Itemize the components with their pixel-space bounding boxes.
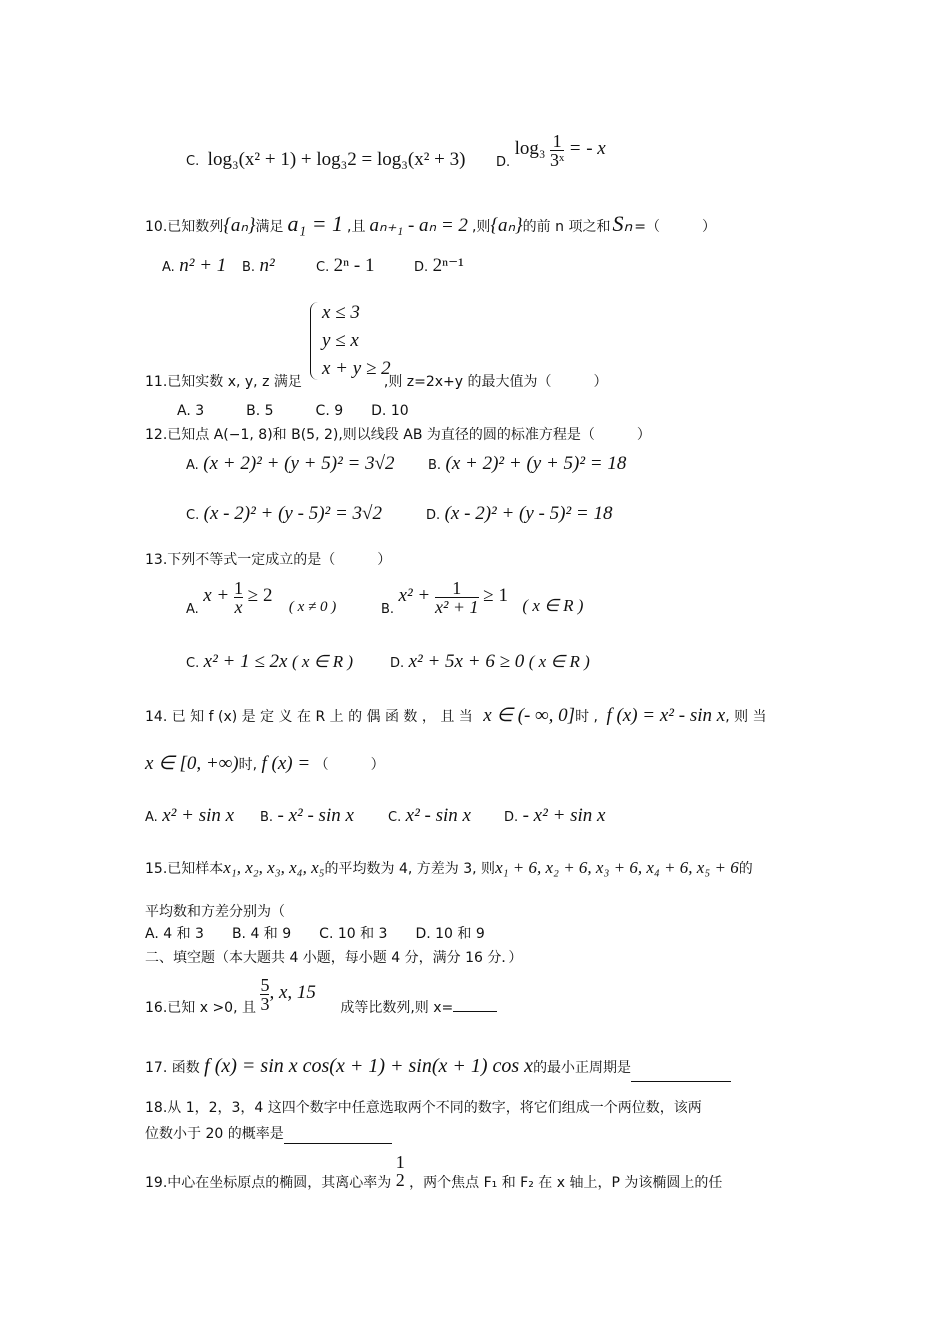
question-16 bbox=[145, 970, 497, 1031]
question-text: 成等比数列,则 x= bbox=[340, 1000, 454, 1016]
question-text: 10.已知数列 bbox=[145, 219, 224, 235]
question-text: 14. 已 知 f (x) 是 定 义 在 R 上 的 偶 函 数 ， 且 当 bbox=[145, 709, 473, 725]
numerator: 1 bbox=[452, 577, 462, 598]
answer-blank[interactable] bbox=[284, 1127, 392, 1144]
math-expression: Sₙ bbox=[612, 211, 633, 236]
q14-options bbox=[145, 806, 624, 828]
option-label: D. bbox=[390, 656, 405, 671]
math-expression: a₁ = 1 bbox=[287, 211, 344, 236]
option-label: C. bbox=[186, 154, 200, 169]
answer-blank[interactable] bbox=[631, 1065, 731, 1082]
math-expression: (x + 2)² + (y + 5)² = 3√2 bbox=[203, 453, 395, 474]
math-expression: - x² + sin x bbox=[522, 805, 606, 826]
option-label: D. bbox=[414, 260, 429, 275]
q9-option-c bbox=[186, 150, 465, 172]
fraction bbox=[234, 579, 243, 616]
question-text: 位数小于 20 的概率是 bbox=[145, 1126, 284, 1142]
question-14-line-2 bbox=[145, 754, 385, 775]
math-expression: - x² - sin x bbox=[277, 805, 354, 826]
math-expression: f (x) = sin x cos(x + 1) + sin(x + 1) cos x bbox=[204, 1055, 534, 1077]
math-expression: x² + bbox=[398, 585, 435, 606]
option-label: D. bbox=[426, 508, 441, 523]
q12-option-a bbox=[186, 454, 395, 476]
math-expression: n² bbox=[259, 255, 275, 276]
q12-option-c bbox=[186, 504, 382, 526]
q13-option-a bbox=[186, 576, 336, 630]
option-label: A. bbox=[145, 810, 158, 825]
denominator: 3 bbox=[260, 993, 270, 1014]
question-text: 的前 n 项之和 bbox=[522, 219, 611, 235]
q15-options: A. 4 和 3 B. 4 和 9 C. 10 和 3 D. 10 和 9 bbox=[145, 926, 485, 942]
math-expression: x² + 1 ≤ 2x bbox=[203, 651, 288, 672]
denominator: 3ˣ bbox=[549, 149, 565, 170]
question-text: 满足 bbox=[255, 219, 284, 235]
question-11 bbox=[145, 372, 608, 392]
question-17 bbox=[145, 1052, 731, 1082]
question-text: 11.已知实数 x, y, z 满足 bbox=[145, 374, 302, 390]
question-text: ,则 z=2x+y 的最大值为（ ） bbox=[383, 374, 608, 390]
answer-blank[interactable] bbox=[453, 995, 497, 1012]
option-label: C. bbox=[186, 656, 200, 671]
question-text: , 则 当 bbox=[725, 709, 767, 725]
question-text: （ ） bbox=[314, 757, 385, 773]
math-expression: f (x) = x² - sin x bbox=[606, 705, 726, 726]
fraction bbox=[435, 579, 479, 616]
math-expression: aₙ₊₁ - aₙ = 2 bbox=[369, 215, 468, 236]
denominator: 2 bbox=[395, 1170, 405, 1190]
question-text: 的平均数为 4, 方差为 3, 则 bbox=[324, 861, 496, 877]
question-text: 16.已知 x >0, 且 bbox=[145, 1000, 256, 1016]
question-13: 13.下列不等式一定成立的是（ ） bbox=[145, 552, 392, 568]
q11-options: A. 3 B. 5 C. 9 D. 10 bbox=[177, 403, 409, 419]
math-expression: 2ⁿ⁻¹ bbox=[432, 255, 464, 276]
option-label: B. bbox=[242, 260, 256, 275]
question-19 bbox=[145, 1148, 722, 1206]
math-expression: x₁ + 6, x₂ + 6, x₃ + 6, x₄ + 6, x₅ + 6 bbox=[495, 858, 739, 877]
option-label: D. bbox=[504, 810, 519, 825]
q10-options bbox=[162, 256, 494, 278]
fraction bbox=[396, 1153, 405, 1189]
option-c bbox=[388, 806, 504, 828]
math-expression: f (x) = bbox=[261, 753, 311, 774]
math-expression: (x - 2)² + (y - 5)² = 3√2 bbox=[203, 503, 382, 524]
question-text: 的 bbox=[738, 861, 753, 877]
option-b bbox=[242, 256, 316, 278]
math-expression: 2ⁿ - 1 bbox=[333, 255, 375, 276]
option-label: C. bbox=[186, 508, 200, 523]
option-label: D. bbox=[496, 155, 511, 170]
q13-option-b bbox=[381, 576, 583, 630]
question-15-line-2: 平均数和方差分别为（ bbox=[145, 904, 285, 920]
option-label: B. bbox=[381, 602, 395, 617]
option-c bbox=[316, 256, 414, 278]
q12-option-d bbox=[426, 504, 612, 526]
question-text: 时 , bbox=[575, 709, 598, 725]
option-label: A. bbox=[186, 602, 199, 617]
math-expression: x₁, x₂, x₃, x₄, x₅ bbox=[223, 858, 325, 877]
option-a bbox=[162, 256, 242, 278]
math-expression: (x + 2)² + (y + 5)² = 18 bbox=[445, 453, 627, 474]
question-text: =（ ） bbox=[634, 219, 716, 235]
denominator: x² + 1 bbox=[434, 596, 479, 617]
condition: ( x ≠ 0 ) bbox=[288, 599, 337, 615]
question-18-line-2 bbox=[145, 1124, 392, 1144]
math-expression: log₃(x² + 1) + log₃2 = log₃(x² + 3) bbox=[207, 149, 466, 170]
question-text: 17. 函数 bbox=[145, 1060, 200, 1076]
option-d bbox=[504, 806, 624, 828]
section-heading: 二、填空题（本大题共 4 小题，每小题 4 分，满分 16 分．） bbox=[145, 950, 523, 966]
option-label: A. bbox=[162, 260, 175, 275]
condition: ( x ∈ R ) bbox=[528, 652, 590, 671]
fraction bbox=[550, 132, 564, 169]
math-expression: x² - sin x bbox=[405, 805, 471, 826]
q12-option-b bbox=[428, 454, 626, 476]
math-expression: x + bbox=[203, 585, 235, 606]
math-expression: x² + sin x bbox=[162, 805, 235, 826]
option-a bbox=[145, 806, 260, 828]
question-text: ,且 bbox=[347, 219, 366, 235]
math-expression: , x, 15 bbox=[269, 982, 316, 1003]
q13-option-c bbox=[186, 652, 353, 674]
math-expression: {aₙ} bbox=[223, 215, 256, 236]
question-text: ,则 bbox=[471, 219, 491, 235]
constraint: x + y ≥ 2 bbox=[322, 358, 391, 379]
question-text: 19.中心在坐标原点的椭圆，其离心率为 bbox=[145, 1175, 392, 1191]
option-label: B. bbox=[428, 458, 442, 473]
math-expression: n² + 1 bbox=[179, 255, 227, 276]
condition: ( x ∈ R ) bbox=[291, 652, 353, 671]
question-text: ，两个焦点 F₁ 和 F₂ 在 x 轴上，P 为该椭圆上的任 bbox=[409, 1175, 723, 1191]
option-label: A. bbox=[186, 458, 199, 473]
math-expression: x ∈ (- ∞, 0] bbox=[483, 705, 576, 726]
constraint: y ≤ x bbox=[322, 330, 359, 351]
option-label: B. bbox=[260, 810, 274, 825]
question-18-line-1: 18.从 1，2，3，4 这四个数字中任意选取两个不同的数字，将它们组成一个两位数，该两 bbox=[145, 1100, 702, 1116]
numerator: 1 bbox=[395, 1152, 405, 1172]
math-expression: {aₙ} bbox=[490, 215, 523, 236]
denominator: x bbox=[234, 596, 243, 617]
option-label: C. bbox=[316, 260, 330, 275]
math-expression: x² + 5x + 6 ≥ 0 bbox=[408, 651, 525, 672]
condition: ( x ∈ R ) bbox=[522, 596, 584, 615]
math-expression: ≥ 2 bbox=[243, 585, 273, 606]
numerator: 1 bbox=[234, 577, 244, 598]
question-text: 的最小正周期是 bbox=[533, 1060, 632, 1076]
question-15-line-1 bbox=[145, 858, 753, 879]
option-b bbox=[260, 806, 388, 828]
question-12: 12.已知点 A(−1, 8)和 B(5, 2),则以线段 AB 为直径的圆的标准方程是（ ） bbox=[145, 427, 651, 443]
math-expression: log₃ bbox=[514, 138, 546, 159]
numerator: 5 bbox=[260, 974, 270, 995]
question-text: 时, bbox=[238, 757, 258, 773]
math-expression: ≥ 1 bbox=[478, 585, 508, 606]
math-expression: x ∈ [0, +∞) bbox=[145, 753, 239, 774]
q13-option-d bbox=[390, 652, 590, 674]
constraint: x ≤ 3 bbox=[322, 302, 360, 323]
option-label: C. bbox=[388, 810, 402, 825]
question-10 bbox=[145, 210, 716, 241]
option-d bbox=[414, 256, 494, 278]
brace bbox=[310, 302, 319, 380]
question-14-line-1 bbox=[145, 706, 767, 727]
q9-option-d bbox=[496, 130, 606, 182]
question-text: 15.已知样本 bbox=[145, 861, 224, 877]
math-expression: = - x bbox=[568, 138, 606, 159]
numerator: 1 bbox=[552, 130, 562, 151]
math-expression: (x - 2)² + (y - 5)² = 18 bbox=[444, 503, 613, 524]
